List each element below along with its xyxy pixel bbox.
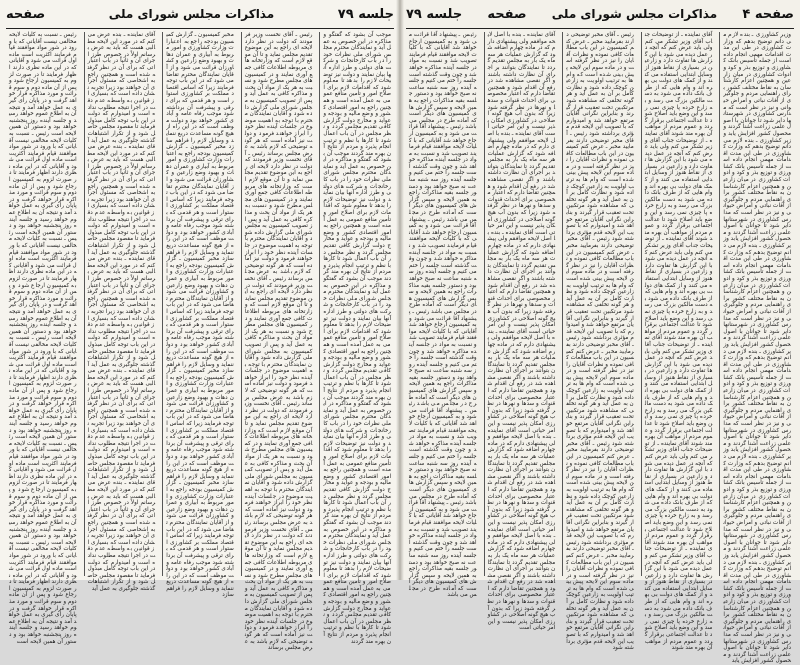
column-text: رئیس ـ نسبت به کلیات لایحه مخالفی نیست آقایانی که با ورود در شور مواد موافقند قیام فرمایند اکثریت است ماده اول قرائت می شود و آقایانی که در این ماده نظری دارند اظهار فرمایند تا در صورت لزوم به کمیسیون ارجاع شود و پس از آن ماده دوم و سوم قرائت و مورد مذاکره قرار خواهد گرفت و در پایان رأی گیری به عمل خواهد آمد و نتیجه آن به اطلاع عموم خواهد رسید و جلسه آینده روز پنجشنبه خواهد بود و دستور آن همین لایحه است رئیس ـ نسبت به کلیات لایحه مخالفی نیست آقایانی که با ورود در شور مواد موافقند قیام فرمایند اکثریت است ماده اول قرائت می شود و آقایانی که در این ماده نظری دارند اظهار فرمایند تا در صورت لزوم به کمیسیون ارجاع شود و پس از آن ماده دوم و سوم قرائت و مورد مذاکره قرار خواهد گرفت و در پایان رأی گیری به عمل خواهد آمد و نتیجه آن به اطلاع عموم خواهد رسید و جلسه آینده روز پنجشنبه خواهد بود و دستور آن همین لایحه است رئیس ـ نسبت به کلیات لایحه مخالفی نیست آقایانی که با ورود در شور مواد موافقند قیام فرمایند اکثریت است ماده اول قرائت می شود و آقایانی که در این ماده نظری دارند اظهار فرمایند تا در صورت لزوم به کمیسیون ارجاع شود و پس از آن ماده دوم و سوم قرائت و مورد مذاکره قرار خواهد گرفت و در پایان رأی گیری به عمل خواهد آمد و نتیجه آن به اطلاع عموم خواهد رسید و جلسه آینده روز پنجشنبه خواهد بود و دستور آن همین لایحه است رئیس ـ نسبت به کلیات لایحه مخالفی نیست آقایانی که با ورود در شور مواد موافقند قیام فرمایند اکثریت است ماده اول قرائت می شود و آقایانی که در این ماده نظری دارند اظهار فرمایند تا در صورت لزوم به کمیسیون ارجاع شود و پس از آن ماده دوم و سوم قرائت و مورد مذاکره قرار خواهد گرفت و در پایان رأی گیری به عمل خواهد آمد و نتیجه آن به اطلاع عموم خواهد رسید و جلسه آینده روز پنجشنبه خواهد بود و دستور آن همین لایحه است رئیس ـ نسبت به کلیات لایحه مخالفی نیست آقایانی که با ورود در شور مواد موافقند قیام فرمایند اکثریت است ماده اول قرائت می شود و آقایانی که در این ماده نظری دارند اظهار فرمایند تا در صورت لزوم به کمیسیون ارجاع شود و پس از آن ماده دوم و سوم قرائت و مورد مذاکره قرار خواهد گرفت و در پایان رأی گیری به عمل خواهد آمد و نتیجه آن به اطلاع عموم خواهد رسید و جلسه آینده روز پنجشنبه خواهد بود و دستور آن همین لایحه است رئیس ـ نسبت به کلیات لایحه مخالفی نیست آقایانی که با ورود در شور مواد موافقند قیام فرمایند اکثریت است ماده اول قرائت می شود و آقایانی که در این ماده نظری دارند اظهار فرمایند تا در صورت لزوم به کمیسیون ارجاع شود و پس از آن ماده دوم و سوم قرائت و مورد مذاکره قرار خواهد گرفت و در پایان رأی گیری به عمل خواهد آمد و نتیجه آن به اطلاع عموم خواهد رسید و جلسه آینده روز پنجشنبه خواهد بود و دستور آن همین لایحه است [9, 32, 77, 645]
right-journal-title: مذاکرات مجلس شورای ملی [551, 7, 718, 21]
left-page-header [6, 0, 394, 29]
column-text: رئیس ـ آقای نخست وزیر فرمودند که دولت در نظر دارد لایحه ای راجع به این موضوع تقدیم مجلس نماید و تا آن موقع لازم است که وزارتخانه های مربوطه اطلاعات کافی جمع آوری نمایند و در کمیسیون های مجلس مطرح شود و نسبت به هر یک از مواد آن بحث و مذاکره کافی به عمل آید و پس از تصویب کمیسیون به مجلس شورای ملی گزارش داده شود و آقایان نمایندگان محترم با توجه به اهمیت موضوع در جلسات آینده نظر خود را ابراز خواهند فرمود و دولت نیز آماده است که هر گونه توضیحی که لازم باشد به عرض مجلس برساند رئیس ـ آقای نخست وزیر فرمودند که دولت در نظر دارد لایحه ای راجع به این موضوع تقدیم مجلس نماید و تا آن موقع لازم است که وزارتخانه های مربوطه اطلاعات کافی جمع آوری نمایند و در کمیسیون های مجلس مطرح شود و نسبت به هر یک از مواد آن بحث و مذاکره کافی به عمل آید و پس از تصویب کمیسیون به مجلس شورای ملی گزارش داده شود و آقایان نمایندگان محترم با توجه به اهمیت موضوع در جلسات آینده نظر خود را ابراز خواهند فرمود و دولت نیز آماده است که هر گونه توضیحی که لازم باشد به عرض مجلس برساند رئیس ـ آقای نخست وزیر فرمودند که دولت در نظر دارد لایحه ای راجع به این موضوع تقدیم مجلس نماید و تا آن موقع لازم است که وزارتخانه های مربوطه اطلاعات کافی جمع آوری نمایند و در کمیسیون های مجلس مطرح شود و نسبت به هر یک از مواد آن بحث و مذاکره کافی به عمل آید و پس از تصویب کمیسیون به مجلس شورای ملی گزارش داده شود و آقایان نمایندگان محترم با توجه به اهمیت موضوع در جلسات آینده نظر خود را ابراز خواهند فرمود و دولت نیز آماده است که هر گونه توضیحی که لازم باشد به عرض مجلس برساند رئیس ـ آقای نخست وزیر فرمودند که دولت در نظر دارد لایحه ای راجع به این موضوع تقدیم مجلس نماید و تا آن موقع لازم است که وزارتخانه های مربوطه اطلاعات کافی جمع آوری نمایند و در کمیسیون های مجلس مطرح شود و نسبت به هر یک از مواد آن بحث و مذاکره کافی به عمل آید و پس از تصویب کمیسیون به مجلس شورای ملی گزارش داده شود و آقایان نمایندگان محترم با توجه به اهمیت موضوع در جلسات آینده نظر خود را ابراز خواهند فرمود و دولت نیز آماده است که هر گونه توضیحی که لازم باشد به عرض مجلس برساند رئیس ـ آقای نخست وزیر فرمودند که دولت در نظر دارد لایحه ای راجع به این موضوع تقدیم مجلس نماید و تا آن موقع لازم است که وزارتخانه های مربوطه اطلاعات کافی جمع آوری نمایند و در کمیسیون های مجلس مطرح شود و نسبت به هر یک از مواد آن بحث و مذاکره کافی به عمل آید و پس از تصویب کمیسیون به مجلس شورای ملی گزارش داده شود و آقایان نمایندگان محترم با توجه به اهمیت موضوع در جلسات آینده نظر خود را ابراز خواهند فرمود و دولت نیز آماده است که هر گونه توضیحی که لازم باشد به عرض مجلس برساند [244, 32, 313, 652]
left-column-5 [6, 32, 80, 645]
left-section-label: صفحه [6, 6, 46, 22]
right-column-4 [484, 32, 559, 632]
left-page [0, 0, 400, 652]
column-text: رئیس ـ پیشنهاد آقا قرائت می شود و به کمیسیون ارجاع خواهد شد آقایانی که با کلیات لایحه موافقند قیام فرمایند تصویب شد و نسبت به مواد در جلسه آینده مذاکره خواهد شد و چون وقت گذشته است جلسه را ختم می کنیم و جلسه آینده روز سه شنبه ساعت نه صبح خواهد بود و دستور جلسه بقیه مذاکرات راجع به همین لایحه و سپس گزارش های کمیسیون های دیگر است که آماده طرح در مجلس می باشد رئیس ـ پیشنهاد آقا قرائت می شود و به کمیسیون ارجاع خواهد شد آقایانی که با کلیات لایحه موافقند قیام فرمایند تصویب شد و نسبت به مواد در جلسه آینده مذاکره خواهد شد و چون وقت گذشته است جلسه را ختم می کنیم و جلسه آینده روز سه شنبه ساعت نه صبح خواهد بود و دستور جلسه بقیه مذاکرات راجع به همین لایحه و سپس گزارش های کمیسیون های دیگر است که آماده طرح در مجلس می باشد رئیس ـ پیشنهاد آقا قرائت می شود و به کمیسیون ارجاع خواهد شد آقایانی که با کلیات لایحه موافقند قیام فرمایند تصویب شد و نسبت به مواد در جلسه آینده مذاکره خواهد شد و چون وقت گذشته است جلسه را ختم می کنیم و جلسه آینده روز سه شنبه ساعت نه صبح خواهد بود و دستور جلسه بقیه مذاکرات راجع به همین لایحه و سپس گزارش های کمیسیون های دیگر است که آماده طرح در مجلس می باشد رئیس ـ پیشنهاد آقا قرائت می شود و به کمیسیون ارجاع خواهد شد آقایانی که با کلیات لایحه موافقند قیام فرمایند تصویب شد و نسبت به مواد در جلسه آینده مذاکره خواهد شد و چون وقت گذشته است جلسه را ختم می کنیم و جلسه آینده روز سه شنبه ساعت نه صبح خواهد بود و دستور جلسه بقیه مذاکرات راجع به همین لایحه و سپس گزارش های کمیسیون های دیگر است که آماده طرح در مجلس می باشد رئیس ـ پیشنهاد آقا قرائت می شود و به کمیسیون ارجاع خواهد شد آقایانی که با کلیات لایحه موافقند قیام فرمایند تصویب شد و نسبت به مواد در جلسه آینده مذاکره خواهد شد و چون وقت گذشته است جلسه را ختم می کنیم و جلسه آینده روز سه شنبه ساعت نه صبح خواهد بود و دستور جلسه بقیه مذاکرات راجع به همین لایحه و سپس گزارش های کمیسیون های دیگر است که آماده طرح در مجلس می باشد رئیس ـ پیشنهاد آقا قرائت می شود و به کمیسیون ارجاع خواهد شد آقایانی که با کلیات لایحه موافقند قیام فرمایند تصویب شد و نسبت به مواد در جلسه آینده مذاکره خواهد شد و چون وقت گذشته است جلسه را ختم می کنیم و جلسه آینده روز سه شنبه ساعت نه صبح خواهد بود و دستور جلسه بقیه مذاکرات راجع به همین لایحه و سپس گزارش های کمیسیون های دیگر است که آماده طرح در مجلس می باشد [409, 32, 477, 599]
right-column-3 [562, 32, 637, 652]
column-text: موجب آن بشود که گفتگو و مذاکره در این خصوص به عمل آید و نمایندگان محترم مجلس شورای ملی نظرات خود را در باب کارخانجات و شرکت های دولتی و طرز اداره آنها بیان نمایند و دولت نیز توضیحات لازم را بدهد تا معلوم شود که اقدامات لازم برای اصلاح امور و تأمین منافع عمومی به عمل آمده است و همچنین راجع به امور اقتصادی کشور و وضع مالیه و بودجه و عواید و مخارج دولت گزارش کافی تقدیم مجلس گردد و نظر مجلس در آن باب اعمال شود تا کارها با نظم و ترتیب انجام پذیرد و مردم از نتایج آن بهره مند گردند موجب آن بشود که گفتگو و مذاکره در این خصوص به عمل آید و نمایندگان محترم مجلس شورای ملی نظرات خود را در باب کارخانجات و شرکت های دولتی و طرز اداره آنها بیان نمایند و دولت نیز توضیحات لازم را بدهد تا معلوم شود که اقدامات لازم برای اصلاح امور و تأمین منافع عمومی به عمل آمده است و همچنین راجع به امور اقتصادی کشور و وضع مالیه و بودجه و عواید و مخارج دولت گزارش کافی تقدیم مجلس گردد و نظر مجلس در آن باب اعمال شود تا کارها با نظم و ترتیب انجام پذیرد و مردم از نتایج آن بهره مند گردند موجب آن بشود که گفتگو و مذاکره در این خصوص به عمل آید و نمایندگان محترم مجلس شورای ملی نظرات خود را در باب کارخانجات و شرکت های دولتی و طرز اداره آنها بیان نمایند و دولت نیز توضیحات لازم را بدهد تا معلوم شود که اقدامات لازم برای اصلاح امور و تأمین منافع عمومی به عمل آمده است و همچنین راجع به امور اقتصادی کشور و وضع مالیه و بودجه و عواید و مخارج دولت گزارش کافی تقدیم مجلس گردد و نظر مجلس در آن باب اعمال شود تا کارها با نظم و ترتیب انجام پذیرد و مردم از نتایج آن بهره مند گردند موجب آن بشود که گفتگو و مذاکره در این خصوص به عمل آید و نمایندگان محترم مجلس شورای ملی نظرات خود را در باب کارخانجات و شرکت های دولتی و طرز اداره آنها بیان نمایند و دولت نیز توضیحات لازم را بدهد تا معلوم شود که اقدامات لازم برای اصلاح امور و تأمین منافع عمومی به عمل آمده است و همچنین راجع به امور اقتصادی کشور و وضع مالیه و بودجه و عواید و مخارج دولت گزارش کافی تقدیم مجلس گردد و نظر مجلس در آن باب اعمال شود تا کارها با نظم و ترتیب انجام پذیرد و مردم از نتایج آن بهره مند گردند موجب آن بشود که گفتگو و مذاکره در این خصوص به عمل آید و نمایندگان محترم مجلس شورای ملی نظرات خود را در باب کارخانجات و شرکت های دولتی و طرز اداره آنها بیان نمایند و دولت نیز توضیحات لازم را بدهد تا معلوم شود که اقدامات لازم برای اصلاح امور و تأمین منافع عمومی به عمل آمده است و همچنین راجع به امور اقتصادی کشور و وضع مالیه و بودجه و عواید و مخارج دولت گزارش کافی تقدیم مجلس گردد و نظر مجلس در آن باب اعمال شود تا کارها با نظم و ترتیب انجام پذیرد و مردم از نتایج آن بهره مند گردند [323, 32, 391, 645]
right-page-number: صفحه ۴ [742, 6, 794, 22]
column-text: مخبر کمیسیون ـ گزارش کمیسیون بودجه راجع به اعتبارات وزارت کشاورزی و امور مربوط به آبیاری و عمران دهات و بهبود وضع زارعین و کشاورزان قرائت می شود و از آقایان نمایندگان محترم تقاضا می شود که در این باب توجه فرمایند زیرا که اساس اقتصاد مملکت بر کشاورزی استوار است و هر قدمی که برای ترقی و پیشرفت آن برداشته شود موجب رفاه عامه و آبادی کشور خواهد بود و دولت موظف است که در این راه از هیچ گونه مساعدت دریغ ننماید و وسایل لازم را فراهم سازد مخبر کمیسیون ـ گزارش کمیسیون بودجه راجع به اعتبارات وزارت کشاورزی و امور مربوط به آبیاری و عمران دهات و بهبود وضع زارعین و کشاورزان قرائت می شود و از آقایان نمایندگان محترم تقاضا می شود که در این باب توجه فرمایند زیرا که اساس اقتصاد مملکت بر کشاورزی استوار است و هر قدمی که برای ترقی و پیشرفت آن برداشته شود موجب رفاه عامه و آبادی کشور خواهد بود و دولت موظف است که در این راه از هیچ گونه مساعدت دریغ ننماید و وسایل لازم را فراهم سازد مخبر کمیسیون ـ گزارش کمیسیون بودجه راجع به اعتبارات وزارت کشاورزی و امور مربوط به آبیاری و عمران دهات و بهبود وضع زارعین و کشاورزان قرائت می شود و از آقایان نمایندگان محترم تقاضا می شود که در این باب توجه فرمایند زیرا که اساس اقتصاد مملکت بر کشاورزی استوار است و هر قدمی که برای ترقی و پیشرفت آن برداشته شود موجب رفاه عامه و آبادی کشور خواهد بود و دولت موظف است که در این راه از هیچ گونه مساعدت دریغ ننماید و وسایل لازم را فراهم سازد مخبر کمیسیون ـ گزارش کمیسیون بودجه راجع به اعتبارات وزارت کشاورزی و امور مربوط به آبیاری و عمران دهات و بهبود وضع زارعین و کشاورزان قرائت می شود و از آقایان نمایندگان محترم تقاضا می شود که در این باب توجه فرمایند زیرا که اساس اقتصاد مملکت بر کشاورزی استوار است و هر قدمی که برای ترقی و پیشرفت آن برداشته شود موجب رفاه عامه و آبادی کشور خواهد بود و دولت موظف است که در این راه از هیچ گونه مساعدت دریغ ننماید و وسایل لازم را فراهم سازد مخبر کمیسیون ـ گزارش کمیسیون بودجه راجع به اعتبارات وزارت کشاورزی و امور مربوط به آبیاری و عمران دهات و بهبود وضع زارعین و کشاورزان قرائت می شود و از آقایان نمایندگان محترم تقاضا می شود که در این باب توجه فرمایند زیرا که اساس اقتصاد مملکت بر کشاورزی استوار است و هر قدمی که برای ترقی و پیشرفت آن برداشته شود موجب رفاه عامه و آبادی کشور خواهد بود و دولت موظف است که در این راه از هیچ گونه مساعدت دریغ ننماید و وسایل لازم را فراهم سازد [166, 32, 234, 599]
column-text: وزیر کشاورزی ـ بنده لازم می دانم توضیح بدهم که وزارت کشاورزی در طی این مدت اقدامات مهمی انجام داده است از جمله تأسیس بانک کشاورزی و توزیع بذر و کود و ادوات کشاورزی در میان زارعین و همچنین اعزام کارشناسان به نقاط مختلف کشور برای راهنمایی مردم و جلوگیری از آفات نباتی و امراض حیوانی و نیز در نظر است که مدارس کشاورزی در شهرستانها دایر شود تا جوانان با اصول علمی زراعت آشنا گردند و محصول کشور افزایش یابد وزیر کشاورزی ـ بنده لازم می دانم توضیح بدهم که وزارت کشاورزی در طی این مدت اقدامات مهمی انجام داده است از جمله تأسیس بانک کشاورزی و توزیع بذر و کود و ادوات کشاورزی در میان زارعین و همچنین اعزام کارشناسان به نقاط مختلف کشور برای راهنمایی مردم و جلوگیری از آفات نباتی و امراض حیوانی و نیز در نظر است که مدارس کشاورزی در شهرستانها دایر شود تا جوانان با اصول علمی زراعت آشنا گردند و محصول کشور افزایش یابد وزیر کشاورزی ـ بنده لازم می دانم توضیح بدهم که وزارت کشاورزی در طی این مدت اقدامات مهمی انجام داده است از جمله تأسیس بانک کشاورزی و توزیع بذر و کود و ادوات کشاورزی در میان زارعین و همچنین اعزام کارشناسان به نقاط مختلف کشور برای راهنمایی مردم و جلوگیری از آفات نباتی و امراض حیوانی و نیز در نظر است که مدارس کشاورزی در شهرستانها دایر شود تا جوانان با اصول علمی زراعت آشنا گردند و محصول کشور افزایش یابد وزیر کشاورزی ـ بنده لازم می دانم توضیح بدهم که وزارت کشاورزی در طی این مدت اقدامات مهمی انجام داده است از جمله تأسیس بانک کشاورزی و توزیع بذر و کود و ادوات کشاورزی در میان زارعین و همچنین اعزام کارشناسان به نقاط مختلف کشور برای راهنمایی مردم و جلوگیری از آفات نباتی و امراض حیوانی و نیز در نظر است که مدارس کشاورزی در شهرستانها دایر شود تا جوانان با اصول علمی زراعت آشنا گردند و محصول کشور افزایش یابد وزیر کشاورزی ـ بنده لازم می دانم توضیح بدهم که وزارت کشاورزی در طی این مدت اقدامات مهمی انجام داده است از جمله تأسیس بانک کشاورزی و توزیع بذر و کود و ادوات کشاورزی در میان زارعین و همچنین اعزام کارشناسان به نقاط مختلف کشور برای راهنمایی مردم و جلوگیری از آفات نباتی و امراض حیوانی و نیز در نظر است که مدارس کشاورزی در شهرستانها دایر شود تا جوانان با اصول علمی زراعت آشنا گردند و محصول کشور افزایش یابد وزیر کشاورزی ـ بنده لازم می دانم توضیح بدهم که وزارت کشاورزی در طی این مدت اقدامات مهمی انجام داده است از جمله تأسیس بانک کشاورزی و توزیع بذر و کود و ادوات کشاورزی در میان زارعین و همچنین اعزام کارشناسان به نقاط مختلف کشور برای راهنمایی مردم و جلوگیری از آفات نباتی و امراض حیوانی و نیز در نظر است که مدارس کشاورزی در شهرستانها دایر شود تا جوانان با اصول علمی زراعت آشنا گردند و محصول کشور افزایش یابد [723, 32, 791, 665]
left-column-1 [319, 32, 394, 645]
column-text: آقای نماینده ـ بنده عرض می کنم که در مورد این لایحه مطالبی هست که باید به عرض برسانم اولاً در خصوص طرز اجرای آن و ثانیاً در باب اعتباراتی که برای آن در نظر گرفته شده است و همچنین راجع به اشخاصی که مسئول اجرای آن خواهند بود زیرا تجربه نشان داده است که بسیاری از قوانین به واسطه عدم دقت در اجرا نتیجه مطلوب نداده است و امیدوارم که دولت در این باب توجه کامل مبذول فرماید تا مقصود مجلس حاصل شود و از تکرار اشتباهات گذشته جلوگیری به عمل آید آقای نماینده ـ بنده عرض می کنم که در مورد این لایحه مطالبی هست که باید به عرض برسانم اولاً در خصوص طرز اجرای آن و ثانیاً در باب اعتباراتی که برای آن در نظر گرفته شده است و همچنین راجع به اشخاصی که مسئول اجرای آن خواهند بود زیرا تجربه نشان داده است که بسیاری از قوانین به واسطه عدم دقت در اجرا نتیجه مطلوب نداده است و امیدوارم که دولت در این باب توجه کامل مبذول فرماید تا مقصود مجلس حاصل شود و از تکرار اشتباهات گذشته جلوگیری به عمل آید آقای نماینده ـ بنده عرض می کنم که در مورد این لایحه مطالبی هست که باید به عرض برسانم اولاً در خصوص طرز اجرای آن و ثانیاً در باب اعتباراتی که برای آن در نظر گرفته شده است و همچنین راجع به اشخاصی که مسئول اجرای آن خواهند بود زیرا تجربه نشان داده است که بسیاری از قوانین به واسطه عدم دقت در اجرا نتیجه مطلوب نداده است و امیدوارم که دولت در این باب توجه کامل مبذول فرماید تا مقصود مجلس حاصل شود و از تکرار اشتباهات گذشته جلوگیری به عمل آید آقای نماینده ـ بنده عرض می کنم که در مورد این لایحه مطالبی هست که باید به عرض برسانم اولاً در خصوص طرز اجرای آن و ثانیاً در باب اعتباراتی که برای آن در نظر گرفته شده است و همچنین راجع به اشخاصی که مسئول اجرای آن خواهند بود زیرا تجربه نشان داده است که بسیاری از قوانین به واسطه عدم دقت در اجرا نتیجه مطلوب نداده است و امیدوارم که دولت در این باب توجه کامل مبذول فرماید تا مقصود مجلس حاصل شود و از تکرار اشتباهات گذشته جلوگیری به عمل آید آقای نماینده ـ بنده عرض می کنم که در مورد این لایحه مطالبی هست که باید به عرض برسانم اولاً در خصوص طرز اجرای آن و ثانیاً در باب اعتباراتی که برای آن در نظر گرفته شده است و همچنین راجع به اشخاصی که مسئول اجرای آن خواهند بود زیرا تجربه نشان داده است که بسیاری از قوانین به واسطه عدم دقت در اجرا نتیجه مطلوب نداده است و امیدوارم که دولت در این باب توجه کامل مبذول فرماید تا مقصود مجلس حاصل شود و از تکرار اشتباهات گذشته جلوگیری به عمل آید [87, 32, 156, 592]
right-column-2 [641, 32, 716, 652]
left-column-4 [84, 32, 159, 592]
right-page-header [406, 0, 794, 29]
left-column-2 [241, 32, 316, 652]
right-session-label: جلسه ۷۹ [406, 6, 463, 22]
left-journal-title: مذاکرات مجلس شورای ملی [108, 7, 275, 21]
right-column-1 [719, 32, 794, 665]
right-column-5 [406, 32, 480, 599]
left-column-3 [162, 32, 237, 599]
left-columns [6, 32, 394, 652]
binding-gutter [396, 0, 404, 580]
right-section-label: صفحه [487, 6, 527, 22]
left-session-label: جلسه ۷۹ [337, 6, 394, 22]
column-text: رئیس ـ آقای مخبر توضیحی دارند بفرمایید مخبر ـ عرض کنم کمیسیون در این باب مطالعات کافی نموده و نظرات آقایان را نیز در نظر گرفته است و در ماده سوم این لایحه پیش بینی شده است که وام ها به ترتیب اولویت به زارعین کوچک داده شود و نظارت کامل بر آن به عمل آید و هر گونه تخلفی که مشاهده شود مرتکبین تحت تعقیب قرار گیرند و بنابراین نگرانی آقایان مرتفع خواهد شد و امیدوارم که با تصویب این لایحه قدم مؤثری برداشته شود رئیس ـ آقای مخبر توضیحی دارند بفرمایید مخبر ـ عرض کنم کمیسیون در این باب مطالعات کافی نموده و نظرات آقایان را نیز در نظر گرفته است و در ماده سوم این لایحه پیش بینی شده است که وام ها به ترتیب اولویت به زارعین کوچک داده شود و نظارت کامل بر آن به عمل آید و هر گونه تخلفی که مشاهده شود مرتکبین تحت تعقیب قرار گیرند و بنابراین نگرانی آقایان مرتفع خواهد شد و امیدوارم که با تصویب این لایحه قدم مؤثری برداشته شود رئیس ـ آقای مخبر توضیحی دارند بفرمایید مخبر ـ عرض کنم کمیسیون در این باب مطالعات کافی نموده و نظرات آقایان را نیز در نظر گرفته است و در ماده سوم این لایحه پیش بینی شده است که وام ها به ترتیب اولویت به زارعین کوچک داده شود و نظارت کامل بر آن به عمل آید و هر گونه تخلفی که مشاهده شود مرتکبین تحت تعقیب قرار گیرند و بنابراین نگرانی آقایان مرتفع خواهد شد و امیدوارم که با تصویب این لایحه قدم مؤثری برداشته شود رئیس ـ آقای مخبر توضیحی دارند بفرمایید مخبر ـ عرض کنم کمیسیون در این باب مطالعات کافی نموده و نظرات آقایان را نیز در نظر گرفته است و در ماده سوم این لایحه پیش بینی شده است که وام ها به ترتیب اولویت به زارعین کوچک داده شود و نظارت کامل بر آن به عمل آید و هر گونه تخلفی که مشاهده شود مرتکبین تحت تعقیب قرار گیرند و بنابراین نگرانی آقایان مرتفع خواهد شد و امیدوارم که با تصویب این لایحه قدم مؤثری برداشته شود رئیس ـ آقای مخبر توضیحی دارند بفرمایید مخبر ـ عرض کنم کمیسیون در این باب مطالعات کافی نموده و نظرات آقایان را نیز در نظر گرفته است و در ماده سوم این لایحه پیش بینی شده است که وام ها به ترتیب اولویت به زارعین کوچک داده شود و نظارت کامل بر آن به عمل آید و هر گونه تخلفی که مشاهده شود مرتکبین تحت تعقیب قرار گیرند و بنابراین نگرانی آقایان مرتفع خواهد شد و امیدوارم که با تصویب این لایحه قدم مؤثری برداشته شود رئیس ـ آقای مخبر توضیحی دارند بفرمایید مخبر ـ عرض کنم کمیسیون در این باب مطالعات کافی نموده و نظرات آقایان را نیز در نظر گرفته است و در ماده سوم این لایحه پیش بینی شده است که وام ها به ترتیب اولویت به زارعین کوچک داده شود و نظارت کامل بر آن به عمل آید و هر گونه تخلفی که مشاهده شود مرتکبین تحت تعقیب قرار گیرند و بنابراین نگرانی آقایان مرتفع خواهد شد و امیدوارم که با تصویب این لایحه قدم مؤثری برداشته شود [566, 32, 634, 652]
column-text: آقای نماینده ـ از توضیحات جناب آقای وزیر تشکر می کنم ولی باید عرض کنم که آنچه در عمل دیده می شود با این گزارش ها تفاوت دارد و زارعین در بسیاری از نقاط هنوز از وسایل ابتدایی استفاده می کنند و از کمک های دولت بی بهره اند و وام هایی که از طرف بانک داده می شود به دست مالکین بزرگ می رسد و به زارع خرده پا چیزی نمی رسد و این وضع باید اصلاح شود تا عدالت اجتماعی برقرار گردد و عموم مردم از مواهب آن بهره مند شوند آقای نماینده ـ از توضیحات جناب آقای وزیر تشکر می کنم ولی باید عرض کنم که آنچه در عمل دیده می شود با این گزارش ها تفاوت دارد و زارعین در بسیاری از نقاط هنوز از وسایل ابتدایی استفاده می کنند و از کمک های دولت بی بهره اند و وام هایی که از طرف بانک داده می شود به دست مالکین بزرگ می رسد و به زارع خرده پا چیزی نمی رسد و این وضع باید اصلاح شود تا عدالت اجتماعی برقرار گردد و عموم مردم از مواهب آن بهره مند شوند آقای نماینده ـ از توضیحات جناب آقای وزیر تشکر می کنم ولی باید عرض کنم که آنچه در عمل دیده می شود با این گزارش ها تفاوت دارد و زارعین در بسیاری از نقاط هنوز از وسایل ابتدایی استفاده می کنند و از کمک های دولت بی بهره اند و وام هایی که از طرف بانک داده می شود به دست مالکین بزرگ می رسد و به زارع خرده پا چیزی نمی رسد و این وضع باید اصلاح شود تا عدالت اجتماعی برقرار گردد و عموم مردم از مواهب آن بهره مند شوند آقای نماینده ـ از توضیحات جناب آقای وزیر تشکر می کنم ولی باید عرض کنم که آنچه در عمل دیده می شود با این گزارش ها تفاوت دارد و زارعین در بسیاری از نقاط هنوز از وسایل ابتدایی استفاده می کنند و از کمک های دولت بی بهره اند و وام هایی که از طرف بانک داده می شود به دست مالکین بزرگ می رسد و به زارع خرده پا چیزی نمی رسد و این وضع باید اصلاح شود تا عدالت اجتماعی برقرار گردد و عموم مردم از مواهب آن بهره مند شوند آقای نماینده ـ از توضیحات جناب آقای وزیر تشکر می کنم ولی باید عرض کنم که آنچه در عمل دیده می شود با این گزارش ها تفاوت دارد و زارعین در بسیاری از نقاط هنوز از وسایل ابتدایی استفاده می کنند و از کمک های دولت بی بهره اند و وام هایی که از طرف بانک داده می شود به دست مالکین بزرگ می رسد و به زارع خرده پا چیزی نمی رسد و این وضع باید اصلاح شود تا عدالت اجتماعی برقرار گردد و عموم مردم از مواهب آن بهره مند شوند آقای نماینده ـ از توضیحات جناب آقای وزیر تشکر می کنم ولی باید عرض کنم که آنچه در عمل دیده می شود با این گزارش ها تفاوت دارد و زارعین در بسیاری از نقاط هنوز از وسایل ابتدایی استفاده می کنند و از کمک های دولت بی بهره اند و وام هایی که از طرف بانک داده می شود به دست مالکین بزرگ می رسد و به زارع خرده پا چیزی نمی رسد و این وضع باید اصلاح شود تا عدالت اجتماعی برقرار گردد و عموم مردم از مواهب آن بهره مند شوند [644, 32, 713, 652]
column-text: آقای نماینده ـ بنده با اصل لایحه موافقم ولی پیشنهادی دارم که در ماده چهارم اضافه شود که گزارش عملیات هر سه ماه یک بار به مجلس تقدیم گردد تا نمایندگان بتوانند بر اجرای آن نظارت داشته باشند و اگر نقصی مشاهده شد در رفع آن اقدام شود و همچنین تقاضا دارم که اعتبار مخصوصی برای احداث قنوات و سدها و نهرها در نظر گرفته شود زیرا که بدون آب هیچ گونه اصلاحی در کشاورزی امکان پذیر نیست و این امر حیاتی است آقای نماینده ـ بنده با اصل لایحه موافقم ولی پیشنهادی دارم که در ماده چهارم اضافه شود که گزارش عملیات هر سه ماه یک بار به مجلس تقدیم گردد تا نمایندگان بتوانند بر اجرای آن نظارت داشته باشند و اگر نقصی مشاهده شد در رفع آن اقدام شود و همچنین تقاضا دارم که اعتبار مخصوصی برای احداث قنوات و سدها و نهرها در نظر گرفته شود زیرا که بدون آب هیچ گونه اصلاحی در کشاورزی امکان پذیر نیست و این امر حیاتی است آقای نماینده ـ بنده با اصل لایحه موافقم ولی پیشنهادی دارم که در ماده چهارم اضافه شود که گزارش عملیات هر سه ماه یک بار به مجلس تقدیم گردد تا نمایندگان بتوانند بر اجرای آن نظارت داشته باشند و اگر نقصی مشاهده شد در رفع آن اقدام شود و همچنین تقاضا دارم که اعتبار مخصوصی برای احداث قنوات و سدها و نهرها در نظر گرفته شود زیرا که بدون آب هیچ گونه اصلاحی در کشاورزی امکان پذیر نیست و این امر حیاتی است آقای نماینده ـ بنده با اصل لایحه موافقم ولی پیشنهادی دارم که در ماده چهارم اضافه شود که گزارش عملیات هر سه ماه یک بار به مجلس تقدیم گردد تا نمایندگان بتوانند بر اجرای آن نظارت داشته باشند و اگر نقصی مشاهده شد در رفع آن اقدام شود و همچنین تقاضا دارم که اعتبار مخصوصی برای احداث قنوات و سدها و نهرها در نظر گرفته شود زیرا که بدون آب هیچ گونه اصلاحی در کشاورزی امکان پذیر نیست و این امر حیاتی است آقای نماینده ـ بنده با اصل لایحه موافقم ولی پیشنهادی دارم که در ماده چهارم اضافه شود که گزارش عملیات هر سه ماه یک بار به مجلس تقدیم گردد تا نمایندگان بتوانند بر اجرای آن نظارت داشته باشند و اگر نقصی مشاهده شد در رفع آن اقدام شود و همچنین تقاضا دارم که اعتبار مخصوصی برای احداث قنوات و سدها و نهرها در نظر گرفته شود زیرا که بدون آب هیچ گونه اصلاحی در کشاورزی امکان پذیر نیست و این امر حیاتی است آقای نماینده ـ بنده با اصل لایحه موافقم ولی پیشنهادی دارم که در ماده چهارم اضافه شود که گزارش عملیات هر سه ماه یک بار به مجلس تقدیم گردد تا نمایندگان بتوانند بر اجرای آن نظارت داشته باشند و اگر نقصی مشاهده شد در رفع آن اقدام شود و همچنین تقاضا دارم که اعتبار مخصوصی برای احداث قنوات و سدها و نهرها در نظر گرفته شود زیرا که بدون آب هیچ گونه اصلاحی در کشاورزی امکان پذیر نیست و این امر حیاتی است [487, 32, 556, 632]
right-columns [406, 32, 794, 665]
right-page [400, 0, 800, 665]
